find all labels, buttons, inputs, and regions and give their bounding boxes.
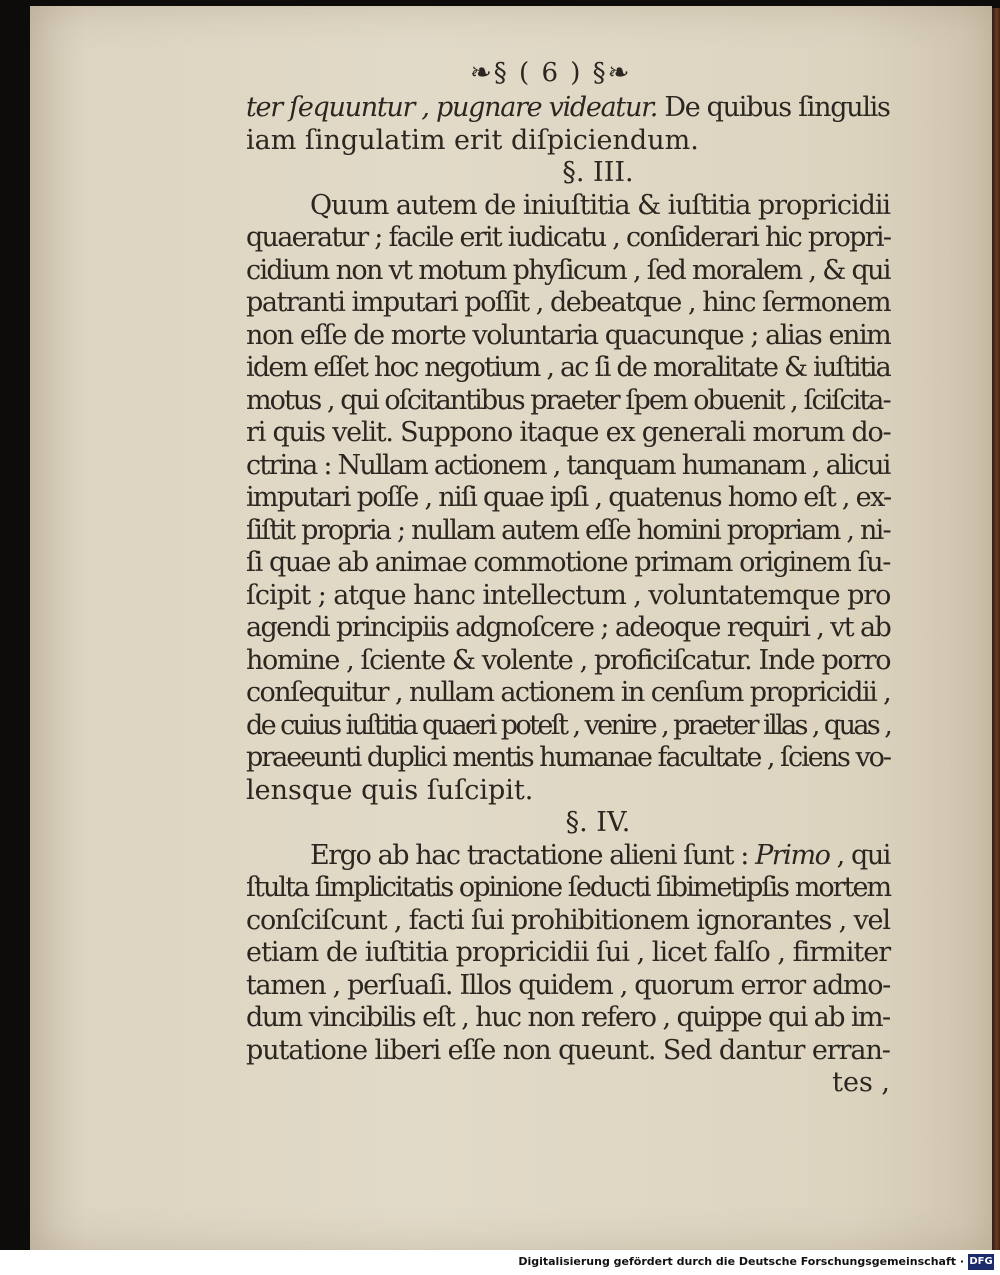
text-line: [246, 92, 890, 125]
text-line: ſtulta ſimplicitatis opinione ſeducti ſibimetipſis mortem: [246, 872, 891, 903]
text-line: idem eſſet hoc negotium , ac ſi de moralitate & iuſtitia: [246, 352, 890, 383]
text-span: , qui: [829, 839, 890, 871]
text-line: conſequitur , nullam actionem in cenſum propricidii ,: [246, 677, 891, 708]
text-line: Quum autem de iniuſtitia & iuſtitia propricidii: [310, 189, 891, 221]
italic-text: Primo: [755, 839, 830, 871]
text-line: imputari poſſe , niſi quae ipſi , quatenus homo eſt , ex-: [246, 482, 891, 513]
text-line: conſciſcunt , facti ſui prohibitionem ignorantes , vel: [246, 904, 890, 936]
text-line: iam ſingulatim erit diſpiciendum.: [246, 124, 699, 156]
text-line: etiam de iuſtitia propricidii ſui , licet falſo , firmiter: [246, 937, 891, 968]
text-span: De quibus ſingulis: [657, 92, 890, 123]
text-line: non eſſe de morte voluntaria quacunque ; alias enim: [246, 319, 891, 351]
text-line: ctrina : Nullam actionem , tanquam humanam , alicui: [246, 449, 890, 481]
catchword: tes ,: [832, 1067, 890, 1098]
text-line: praeeunti duplici mentis humanae facultate , ſciens vo-: [246, 742, 891, 773]
text-line: patranti imputari poſſit , debeatque , hinc ſermonem: [246, 287, 891, 318]
text-line: lensque quis ſuſcipit.: [246, 774, 534, 806]
text-span: Ergo ab hac tractatione alieni ſunt :: [310, 839, 756, 871]
dfg-logo: DFG: [968, 1254, 994, 1270]
text-line: putatione liberi eſſe non queunt. Sed dantur erran-: [246, 1034, 890, 1066]
text-line: de cuius iuſtitia quaeri poteſt , venire , praeter illas , quas ,: [246, 709, 891, 741]
footer-credit: Digitalisierung gefördert durch die Deutsche Forschungsgemeinschaft ·: [518, 1255, 964, 1268]
text-line: dum vincibilis eſt , huc non refero , quippe qui ab im-: [246, 1002, 890, 1033]
text-line: agendi principiis adgnoſcere ; adeoque requiri , vt ab: [246, 612, 891, 643]
page-header: ❧§ ( 6 ) §❧: [470, 58, 632, 88]
text-line: cidium non vt motum phyſicum , ſed moralem , & qui: [246, 254, 890, 286]
section-heading: §. III.: [562, 157, 634, 188]
text-line: [246, 840, 890, 873]
body-text: [246, 92, 890, 1100]
text-line: ri quis velit. Suppono itaque ex generali morum do-: [246, 417, 891, 448]
text-line: motus , qui oſcitantibus praeter ſpem obuenit , ſciſcita-: [246, 384, 890, 416]
text-line: ſiſtit propria ; nullam autem eſſe homini propriam , ni-: [246, 514, 890, 546]
footer-bar: [0, 1250, 1000, 1275]
text-line: quaeratur ; facile erit iudicatu , conſiderari hic propri-: [246, 222, 891, 253]
book-edge: [992, 8, 1000, 1250]
text-line: tamen , perſuaſi. Illos quidem , quorum error admo-: [246, 969, 890, 1001]
section-heading: §. IV.: [565, 807, 631, 838]
text-line: ſi quae ab animae commotione primam originem ſu-: [246, 547, 890, 578]
text-line: ſcipit ; atque hanc intellectum , voluntatemque pro: [246, 579, 891, 611]
text-line: homine , ſciente & volente , proficiſcatur. Inde porro: [246, 644, 891, 676]
italic-text: ter ſequuntur , pugnare videatur.: [246, 92, 658, 123]
